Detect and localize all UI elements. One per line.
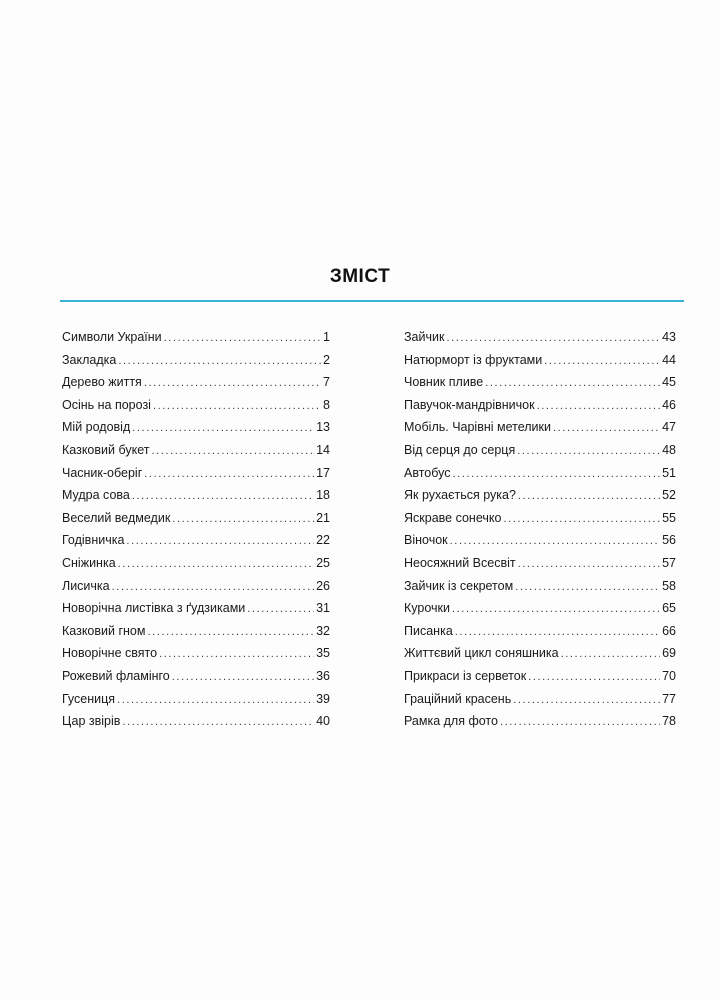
toc-entry-title: Осінь на порозі: [62, 397, 151, 412]
toc-entry-title: Писанка: [404, 623, 453, 638]
toc-entry-title: Зайчик із секретом: [404, 578, 514, 593]
toc-entry: [62, 462, 330, 485]
dot-leader: [147, 621, 314, 644]
toc-entry-title: Натюрморт із фруктами: [404, 352, 543, 367]
dot-leader: [153, 395, 321, 418]
toc-entry-page-number: 56: [662, 533, 676, 548]
dot-leader: [144, 463, 314, 486]
toc-entry-title: Дерево життя: [62, 375, 142, 390]
dot-leader: [144, 372, 321, 395]
toc-entry-page-number: 44: [662, 352, 676, 367]
toc-entry-title: Казковий букет: [62, 442, 150, 457]
toc-entry-title: Від серця до серця: [404, 442, 516, 457]
toc-entry: [62, 394, 330, 417]
toc-entry-title: Автобус: [404, 465, 451, 480]
dot-leader: [112, 576, 314, 599]
toc-entry-title: Сніжинка: [62, 555, 116, 570]
toc-entry-page-number: 65: [662, 601, 676, 616]
toc-entry-page-number: 52: [662, 488, 676, 503]
toc-entry-title: Новорічне свято: [62, 646, 158, 661]
toc-entry-page-number: 32: [316, 623, 330, 638]
toc-entry-title: Мобіль. Чарівні метелики: [404, 420, 551, 435]
dot-leader: [446, 327, 660, 350]
toc-entry: [62, 529, 330, 552]
toc-entry-page-number: 31: [316, 601, 330, 616]
dot-leader: [561, 643, 661, 666]
toc-entry-page-number: 66: [662, 623, 676, 638]
dot-leader: [172, 666, 314, 689]
toc-entry: [404, 642, 676, 665]
toc-entry: [404, 371, 676, 394]
toc-entry-title: Граційний красень: [404, 691, 512, 706]
toc-entry: [62, 484, 330, 507]
dot-leader: [515, 576, 660, 599]
toc-entry: [62, 507, 330, 530]
dot-leader: [503, 508, 660, 531]
dot-leader: [126, 530, 314, 553]
toc-entry-page-number: 57: [662, 555, 676, 570]
toc-entry-page-number: 78: [662, 714, 676, 729]
toc-entry-title: Зайчик: [404, 330, 445, 344]
toc-entry: [404, 507, 676, 530]
dot-leader: [118, 553, 314, 576]
toc-entry: [404, 462, 676, 485]
dot-leader: [132, 485, 314, 508]
toc-entry: [62, 552, 330, 575]
dot-leader: [118, 350, 321, 373]
dot-leader: [452, 463, 660, 486]
dot-leader: [132, 417, 314, 440]
toc-entry-title: Часник-оберіг: [62, 465, 143, 480]
dot-leader: [151, 440, 314, 463]
toc-entry: [404, 575, 676, 598]
dot-leader: [553, 417, 660, 440]
toc-entry-title: Годівничка: [62, 533, 125, 548]
toc-entry-title: Закладка: [62, 352, 117, 367]
toc-entry-page-number: 18: [316, 488, 330, 503]
toc-entry: [62, 326, 330, 349]
toc-entry: [404, 416, 676, 439]
toc-entry-page-number: 26: [316, 578, 330, 593]
toc-entry-page-number: 55: [662, 510, 676, 525]
toc-entry-page-number: 36: [316, 668, 330, 683]
toc-entry: [404, 439, 676, 462]
toc-entry-title: Віночок: [404, 533, 448, 548]
dot-leader: [117, 689, 314, 712]
toc-entry-page-number: 25: [316, 555, 330, 570]
toc-entry-page-number: 58: [662, 578, 676, 593]
toc-entry: [62, 710, 330, 733]
toc-entry-title: Лисичка: [62, 578, 110, 593]
toc-entry-title: Цар звірів: [62, 714, 121, 729]
dot-leader: [513, 689, 660, 712]
toc-entry-page-number: 13: [316, 420, 330, 435]
toc-entry-title: Життєвий цикл соняшника: [404, 646, 559, 661]
toc-entry: [62, 575, 330, 598]
toc-entry-page-number: 14: [316, 442, 330, 457]
toc-entry: [62, 688, 330, 711]
toc-entry: [62, 439, 330, 462]
dot-leader: [247, 598, 314, 621]
toc-entry: [404, 597, 676, 620]
toc-column-right: [404, 326, 676, 733]
toc-entry-title: Казковий гном: [62, 623, 146, 638]
toc-entry-page-number: 21: [316, 510, 330, 525]
toc-entry-page-number: 22: [316, 533, 330, 548]
dot-leader: [537, 395, 661, 418]
toc-entry-page-number: 17: [316, 465, 330, 480]
toc-entry-title: Веселий ведмедик: [62, 510, 171, 525]
toc-entry-page-number: 77: [662, 691, 676, 706]
toc-entry: [62, 416, 330, 439]
toc-column-left: [62, 326, 330, 733]
toc-entry: [404, 620, 676, 643]
toc-entry-title: Рожевий фламінго: [62, 668, 170, 683]
toc-entry-title: Рамка для фото: [404, 714, 498, 729]
toc-entry-title: Новорічна листівка з ґудзиками: [62, 601, 246, 616]
title-underline: [60, 300, 684, 302]
toc-entry-page-number: 70: [662, 668, 676, 683]
dot-leader: [518, 485, 660, 508]
toc-entry-title: Човник пливе: [404, 375, 484, 390]
dot-leader: [172, 508, 314, 531]
toc-entry: [404, 688, 676, 711]
dot-leader: [164, 327, 321, 350]
toc-entry-title: Павучок-мандрівничок: [404, 397, 535, 412]
dot-leader: [159, 643, 314, 666]
dot-leader: [485, 372, 660, 395]
toc-entry: [404, 349, 676, 372]
toc-entry: [404, 710, 676, 733]
dot-leader: [122, 711, 314, 734]
toc-entry-page-number: 35: [316, 646, 330, 661]
toc-entry: [404, 552, 676, 575]
toc-entry: [404, 326, 676, 349]
toc-entry: [62, 620, 330, 643]
toc-entry-title: Мудра сова: [62, 488, 130, 503]
toc-entry-page-number: 46: [662, 397, 676, 412]
toc-entry-title: Яскраве сонечко: [404, 510, 502, 525]
toc-entry: [62, 597, 330, 620]
toc-entry-title: Символи України: [62, 330, 162, 344]
toc-entry: [62, 349, 330, 372]
dot-leader: [518, 553, 661, 576]
toc-entry-title: Гусениця: [62, 691, 116, 706]
toc-entry-title: Неосяжний Всесвіт: [404, 555, 516, 570]
toc-entry-page-number: 47: [662, 420, 676, 435]
dot-leader: [455, 621, 660, 644]
toc-entry-page-number: 8: [323, 397, 330, 412]
toc-entry: [62, 665, 330, 688]
toc-entry: [404, 529, 676, 552]
toc-entry: [404, 484, 676, 507]
toc-entry: [404, 394, 676, 417]
dot-leader: [517, 440, 660, 463]
dot-leader: [500, 711, 660, 734]
toc-entry-page-number: 39: [316, 691, 330, 706]
toc-entry-page-number: 48: [662, 442, 676, 457]
toc-entry-page-number: 43: [662, 330, 676, 344]
toc-entry-page-number: 2: [323, 352, 330, 367]
toc-entry-page-number: 7: [323, 375, 330, 390]
toc-entry-title: Курочки: [404, 601, 450, 616]
toc-entry-title: Як рухається рука?: [404, 488, 516, 503]
toc-entry-page-number: 1: [323, 330, 330, 344]
dot-leader: [544, 350, 660, 373]
page-title: ЗМІСТ: [329, 266, 391, 287]
toc-entry: [62, 642, 330, 665]
toc-entry-page-number: 40: [316, 714, 330, 729]
dot-leader: [528, 666, 660, 689]
toc-entry-page-number: 69: [662, 646, 676, 661]
dot-leader: [452, 598, 660, 621]
toc-entry: [404, 665, 676, 688]
toc-entry-title: Мій родовід: [62, 420, 131, 435]
toc-entry-page-number: 51: [662, 465, 676, 480]
toc-entry-title: Прикраси із серветок: [404, 668, 527, 683]
toc-entry-page-number: 45: [662, 375, 676, 390]
dot-leader: [450, 530, 660, 553]
toc-entry: [62, 371, 330, 394]
